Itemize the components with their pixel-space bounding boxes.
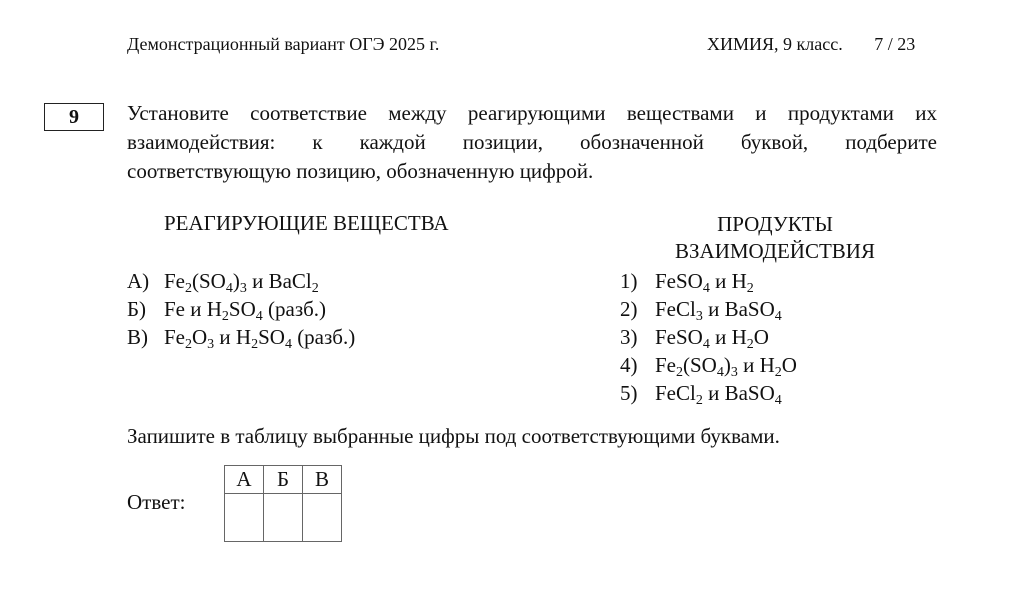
item-label: 2) [620,297,638,321]
answer-cell-b[interactable] [264,494,303,542]
item-formula: $Fe_2O_3$ и $H_2SO_4$ (разб.) [164,325,356,352]
answer-cell-v[interactable] [303,494,342,542]
item-formula: FeSO$_4$ и $H_2O$ [655,325,769,352]
products-title-line2: ВЗАИМОДЕЙСТВИЯ [675,239,875,263]
product-item [620,351,797,379]
product-item [620,323,797,351]
reactants-title: РЕАГИРУЮЩИЕ ВЕЩЕСТВА [164,211,449,235]
product-item [620,379,797,407]
task-text [127,99,937,186]
item-label: 1) [620,269,638,293]
item-label: В) [127,325,148,349]
product-item [620,295,797,323]
instruction-text: Запишите в таблицу выбранные цифры под соответствующими буквами. [127,424,780,448]
item-formula: $Fe_2(SO_4)_3$ и BaCl$_2$ [164,269,319,296]
reactant-item [127,295,355,323]
product-item [620,267,797,295]
item-label: Б) [127,297,147,321]
header-exam-title: Демонстрационный вариант ОГЭ 2025 г. [127,34,440,54]
answer-label: Ответ: [127,490,186,514]
page-number: 7 / 23 [874,34,916,54]
item-label: 3) [620,325,638,349]
answer-column-header: В [303,466,342,494]
answer-table [224,465,342,542]
answer-column-header: А [225,466,264,494]
products-list [620,267,797,407]
header-subject-page [707,34,915,55]
reactants-list [127,267,355,351]
answer-column-header: Б [264,466,303,494]
products-title-line1: ПРОДУКТЫ [717,212,833,236]
item-label: А) [127,269,150,293]
item-formula: FeCl$_3$ и BaSO$_4$ [655,297,782,324]
item-label: 4) [620,353,638,377]
reactant-item [127,267,355,295]
task-text-line: взаимодействия: к каждой позиции, обозначенной буквой, подберите [127,130,937,154]
reactant-item [127,323,355,351]
question-number-box: 9 [44,103,104,131]
item-formula: FeSO$_4$ и $H_2$ [655,269,754,296]
item-formula: FeCl$_2$ и BaSO$_4$ [655,381,782,408]
task-text-line: соответствующую позицию, обозначенную цифрой. [127,159,594,183]
item-label: 5) [620,381,638,405]
header-subject: ХИМИЯ, 9 класс. [707,34,843,54]
item-formula: Fe и $H_2SO_4$ (разб.) [164,297,327,324]
answer-cell-a[interactable] [225,494,264,542]
item-formula: $Fe_2(SO_4)_3$ и $H_2O$ [655,353,797,380]
task-text-line: Установите соответствие между реагирующими веществами и продуктами их [127,101,937,125]
products-title [640,211,910,265]
